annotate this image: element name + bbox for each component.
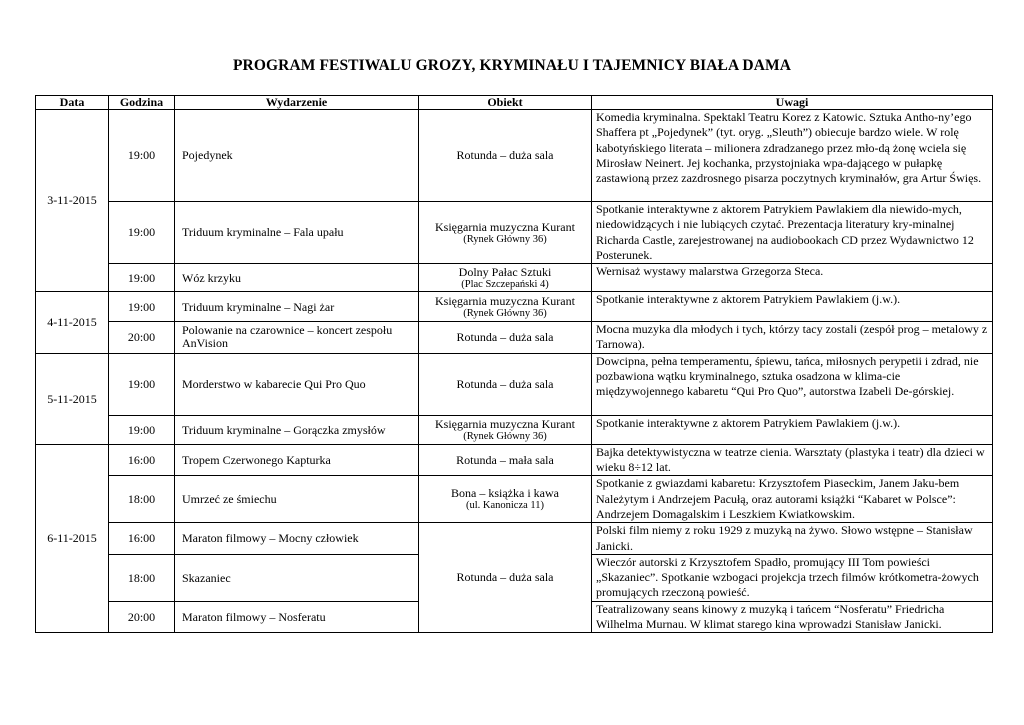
time-cell: 19:00 bbox=[109, 110, 175, 202]
venue-name: Bona – książka i kawa bbox=[451, 486, 559, 501]
table-row bbox=[36, 476, 993, 523]
time-cell: 19:00 bbox=[109, 264, 175, 292]
header-uwagi: Uwagi bbox=[592, 96, 993, 110]
event-cell: Maraton filmowy – Nosferatu bbox=[175, 601, 419, 633]
event-cell: Tropem Czerwonego Kapturka bbox=[175, 444, 419, 476]
venue-name: Dolny Pałac Sztuki bbox=[458, 264, 552, 279]
time-cell: 16:00 bbox=[109, 444, 175, 476]
date-cell: 4-11-2015 bbox=[36, 292, 109, 354]
notes-cell: Wernisaż wystawy malarstwa Grzegorza Steca. bbox=[592, 264, 993, 292]
venue-cell bbox=[419, 202, 592, 264]
table-row bbox=[36, 353, 993, 415]
event-cell: Triduum kryminalne – Nagi żar bbox=[175, 292, 419, 322]
table-row bbox=[36, 444, 993, 476]
time-cell: 16:00 bbox=[109, 523, 175, 555]
time-cell: 20:00 bbox=[109, 322, 175, 354]
venue-cell: Rotunda – mała sala bbox=[419, 444, 592, 476]
notes-cell: Spotkanie interaktywne z aktorem Patrykiem Pawlakiem dla niewido-mych, niedowidzących i nie lubiących czytać. Prezentacja literatury kry-minalnej Richarda Castle, zarejestrowanej na audiobookach CD przez Wydawnictwo 12 Posterunek. bbox=[592, 202, 993, 264]
date-cell: 6-11-2015 bbox=[36, 444, 109, 633]
table-row bbox=[36, 110, 993, 202]
notes-cell: Teatralizowany seans kinowy z muzyką i tańcem “Nosferatu” Friedricha Wilhelma Murnau. W klimat starego kina wprowadzi Stanisław Janicki. bbox=[592, 601, 993, 633]
venue-cell: Rotunda – duża sala bbox=[419, 523, 592, 633]
event-cell: Wóz krzyku bbox=[175, 264, 419, 292]
venue-address: (Rynek Główny 36) bbox=[463, 307, 547, 319]
venue-cell bbox=[419, 476, 592, 523]
time-cell: 19:00 bbox=[109, 415, 175, 444]
event-cell bbox=[175, 322, 419, 354]
venue-name: Księgarnia muzyczna Kurant bbox=[435, 293, 575, 308]
event-cell: Pojedynek bbox=[175, 110, 419, 202]
date-cell: 3-11-2015 bbox=[36, 110, 109, 292]
venue-cell bbox=[419, 415, 592, 444]
notes-cell: Mocna muzyka dla młodych i tych, którzy tacy zostali (zespół prog – metalowy z Tarnowa). bbox=[592, 322, 993, 354]
venue-cell: Rotunda – duża sala bbox=[419, 110, 592, 202]
header-wydarzenie: Wydarzenie bbox=[175, 96, 419, 110]
time-cell: 19:00 bbox=[109, 292, 175, 322]
page-title: PROGRAM FESTIWALU GROZY, KRYMINAŁU I TAJEMNICY BIAŁA DAMA bbox=[232, 57, 792, 74]
venue-name: Księgarnia muzyczna Kurant bbox=[435, 416, 575, 431]
venue-name: Księgarnia muzyczna Kurant bbox=[435, 219, 575, 234]
date-cell: 5-11-2015 bbox=[36, 353, 109, 444]
notes-cell: Bajka detektywistyczna w teatrze cienia. Warsztaty (plastyka i teatr) dla dzieci w wieku 8÷12 lat. bbox=[592, 444, 993, 476]
notes-cell: Dowcipna, pełna temperamentu, śpiewu, tańca, miłosnych perypetii i zdrad, nie pozbawiona wątku kryminalnego, sztuka osadzona w klima-cie międzywojennego kabaretu “Qui Pro Quo”, autorstwa Izabeli De-górskiej. bbox=[592, 353, 993, 415]
time-cell: 18:00 bbox=[109, 554, 175, 601]
event-title: Polowanie na czarownice – koncert zespołu AnVision bbox=[182, 323, 393, 351]
table-row bbox=[36, 202, 993, 264]
event-cell: Umrzeć ze śmiechu bbox=[175, 476, 419, 523]
notes-cell: Polski film niemy z roku 1929 z muzyką na żywo. Słowo wstępne – Stanisław Janicki. bbox=[592, 523, 993, 555]
event-cell: Skazaniec bbox=[175, 554, 419, 601]
time-cell: 20:00 bbox=[109, 601, 175, 633]
event-cell: Morderstwo w kabarecie Qui Pro Quo bbox=[175, 353, 419, 415]
table-row bbox=[36, 264, 993, 292]
notes-cell: Komedia kryminalna. Spektakl Teatru Korez z Katowic. Sztuka Antho-ny’ego Shaffera pt „Pojedynek” (tyt. oryg. „Sleuth”) obiecuje bardzo wiele. W rolę kabotyńskiego literata – milionera zdradzanego przez mło-dą żonę wciela się Mirosław Neinert. Jej kochanka, przystojniaka wpa-dającego w pułapkę zastawioną przez zazdrosnego pisarza poczytnych kryminałów, gra Artur Święs. bbox=[592, 110, 993, 202]
table-header-row bbox=[36, 96, 993, 110]
venue-address: (Plac Szczepański 4) bbox=[461, 278, 549, 290]
venue-cell: Rotunda – duża sala bbox=[419, 322, 592, 354]
time-cell: 19:00 bbox=[109, 202, 175, 264]
header-data: Data bbox=[36, 96, 109, 110]
event-cell: Triduum kryminalne – Gorączka zmysłów bbox=[175, 415, 419, 444]
notes-cell: Wieczór autorski z Krzysztofem Spadło, promujący III Tom powieści „Skazaniec”. Spotkanie wzbogaci projekcja trzech filmów krótkometra-żowych promujących rzeczoną powieść. bbox=[592, 554, 993, 601]
venue-address: (ul. Kanonicza 11) bbox=[465, 500, 545, 512]
notes-cell: Spotkanie interaktywne z aktorem Patrykiem Pawlakiem (j.w.). bbox=[592, 415, 993, 444]
table-row bbox=[36, 415, 993, 444]
venue-cell bbox=[419, 264, 592, 292]
event-cell: Triduum kryminalne – Fala upału bbox=[175, 202, 419, 264]
venue-address: (Rynek Główny 36) bbox=[463, 430, 547, 442]
venue-cell: Rotunda – duża sala bbox=[419, 353, 592, 415]
time-cell: 19:00 bbox=[109, 353, 175, 415]
event-cell: Maraton filmowy – Mocny człowiek bbox=[175, 523, 419, 555]
notes-cell: Spotkanie interaktywne z aktorem Patrykiem Pawlakiem (j.w.). bbox=[592, 292, 993, 322]
header-godzina: Godzina bbox=[109, 96, 175, 110]
venue-cell bbox=[419, 292, 592, 322]
venue-address: (Rynek Główny 36) bbox=[463, 233, 547, 245]
table-row bbox=[36, 322, 993, 354]
header-obiekt: Obiekt bbox=[419, 96, 592, 110]
table-row bbox=[36, 523, 993, 555]
festival-program-table bbox=[35, 95, 993, 633]
notes-cell: Spotkanie z gwiazdami kabaretu: Krzysztofem Piaseckim, Janem Jaku-bem Należytym i Andrzejem Pacułą, oraz autorami książki “Kabaret w Polsce”: Andrzejem Domagalskim i Leszkiem Kwiatkowskim. bbox=[592, 476, 993, 523]
table-row bbox=[36, 292, 993, 322]
time-cell: 18:00 bbox=[109, 476, 175, 523]
